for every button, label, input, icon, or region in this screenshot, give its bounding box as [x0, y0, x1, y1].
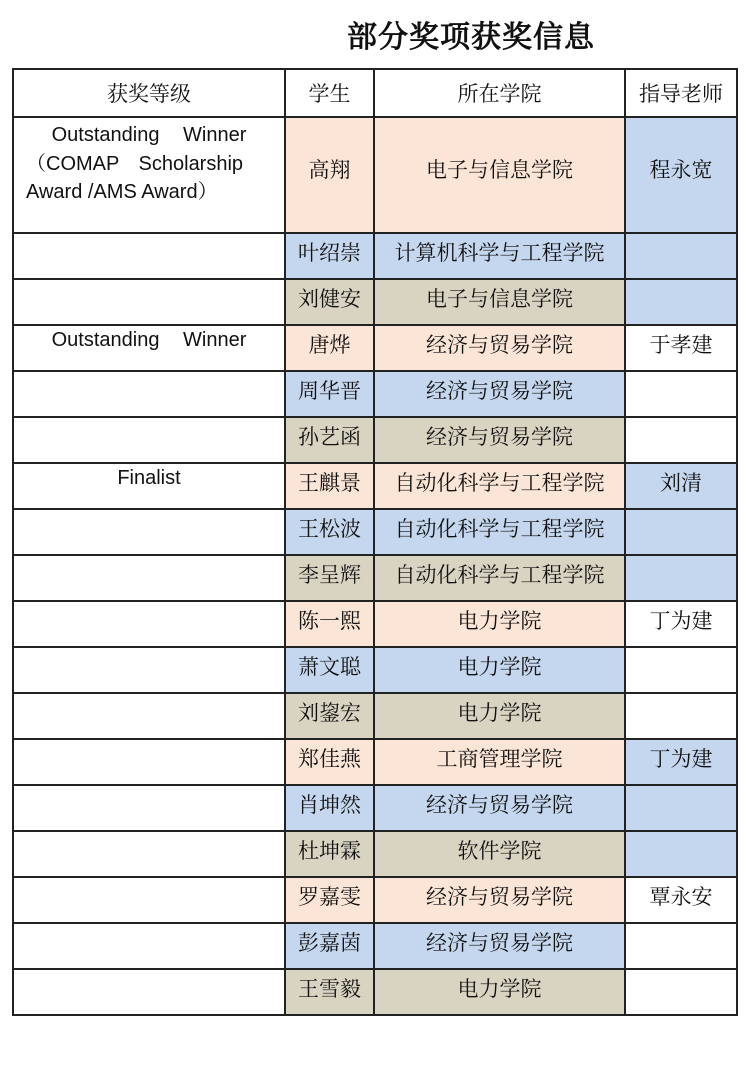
advisor-cell [625, 785, 737, 831]
table-header-row [13, 69, 737, 117]
advisor-cell: 程永宽 [625, 117, 737, 233]
table-row [13, 371, 737, 417]
college-cell: 工商管理学院 [374, 739, 625, 785]
award-level-cell [13, 509, 285, 555]
advisor-cell [625, 969, 737, 1015]
award-level-cell [13, 877, 285, 923]
college-cell: 经济与贸易学院 [374, 785, 625, 831]
student-cell: 王麒景 [285, 463, 374, 509]
award-level-line: Award /AMS Award） [26, 181, 218, 203]
award-level-text: Outstanding Winner [51, 329, 247, 351]
award-level-cell [13, 969, 285, 1015]
award-level-cell [13, 647, 285, 693]
advisor-cell: 丁为建 [625, 601, 737, 647]
award-level-cell [13, 739, 285, 785]
table-row [13, 325, 737, 371]
award-level-line: Outstanding Winner [51, 124, 247, 146]
student-cell: 刘健安 [285, 279, 374, 325]
table-row [13, 117, 737, 233]
advisor-cell [625, 279, 737, 325]
advisor-cell [625, 509, 737, 555]
advisor-cell [625, 233, 737, 279]
college-cell: 自动化科学与工程学院 [374, 555, 625, 601]
college-cell: 电力学院 [374, 693, 625, 739]
award-level-line: （COMAP Scholarship [26, 153, 244, 175]
student-cell: 李呈辉 [285, 555, 374, 601]
advisor-cell [625, 647, 737, 693]
award-level-cell [13, 325, 285, 371]
student-cell: 孙艺函 [285, 417, 374, 463]
college-cell: 计算机科学与工程学院 [374, 233, 625, 279]
award-level-cell [13, 923, 285, 969]
table-row [13, 233, 737, 279]
student-cell: 高翔 [285, 117, 374, 233]
table-row [13, 831, 737, 877]
table-row [13, 555, 737, 601]
header-student: 学生 [285, 69, 374, 117]
student-cell: 叶绍崇 [285, 233, 374, 279]
student-cell: 萧文聪 [285, 647, 374, 693]
advisor-cell: 丁为建 [625, 739, 737, 785]
college-cell: 电力学院 [374, 601, 625, 647]
college-cell: 电子与信息学院 [374, 117, 625, 233]
advisor-cell [625, 693, 737, 739]
student-cell: 唐烨 [285, 325, 374, 371]
header-college: 所在学院 [374, 69, 625, 117]
award-level-cell [13, 601, 285, 647]
student-cell: 彭嘉茵 [285, 923, 374, 969]
student-cell: 陈一熙 [285, 601, 374, 647]
student-cell: 周华晋 [285, 371, 374, 417]
college-cell: 软件学院 [374, 831, 625, 877]
student-cell: 刘鋆宏 [285, 693, 374, 739]
table-row [13, 601, 737, 647]
college-cell: 自动化科学与工程学院 [374, 463, 625, 509]
table-row [13, 785, 737, 831]
college-cell: 经济与贸易学院 [374, 325, 625, 371]
student-cell: 杜坤霖 [285, 831, 374, 877]
header-advisor: 指导老师 [625, 69, 737, 117]
table-row [13, 417, 737, 463]
award-level-cell [13, 279, 285, 325]
table-row [13, 279, 737, 325]
award-level-cell [13, 693, 285, 739]
student-cell: 肖坤然 [285, 785, 374, 831]
table-row [13, 509, 737, 555]
award-level-cell [13, 371, 285, 417]
college-cell: 电力学院 [374, 969, 625, 1015]
college-cell: 经济与贸易学院 [374, 371, 625, 417]
award-level-cell [13, 233, 285, 279]
college-cell: 电子与信息学院 [374, 279, 625, 325]
advisor-cell [625, 555, 737, 601]
advisor-cell: 刘清 [625, 463, 737, 509]
award-level-cell [13, 785, 285, 831]
student-cell: 王雪毅 [285, 969, 374, 1015]
advisor-cell [625, 923, 737, 969]
page-title: 部分奖项获奖信息 [347, 20, 595, 55]
award-level-cell [13, 417, 285, 463]
college-cell: 自动化科学与工程学院 [374, 509, 625, 555]
table-row [13, 463, 737, 509]
college-cell: 经济与贸易学院 [374, 877, 625, 923]
advisor-cell [625, 831, 737, 877]
table-row [13, 969, 737, 1015]
award-level-cell [13, 831, 285, 877]
student-cell: 郑佳燕 [285, 739, 374, 785]
advisor-cell: 覃永安 [625, 877, 737, 923]
table-row [13, 877, 737, 923]
table-row [13, 739, 737, 785]
award-level-cell [13, 555, 285, 601]
college-cell: 电力学院 [374, 647, 625, 693]
award-level-cell [13, 117, 285, 233]
advisor-cell [625, 417, 737, 463]
college-cell: 经济与贸易学院 [374, 923, 625, 969]
college-cell: 经济与贸易学院 [374, 417, 625, 463]
advisor-cell [625, 371, 737, 417]
advisor-cell: 于孝建 [625, 325, 737, 371]
header-award-level: 获奖等级 [13, 69, 285, 117]
table-row [13, 693, 737, 739]
awards-table [12, 68, 738, 1016]
table-row [13, 923, 737, 969]
student-cell: 罗嘉雯 [285, 877, 374, 923]
student-cell: 王松波 [285, 509, 374, 555]
award-level-cell: Finalist [13, 463, 285, 509]
table-row [13, 647, 737, 693]
